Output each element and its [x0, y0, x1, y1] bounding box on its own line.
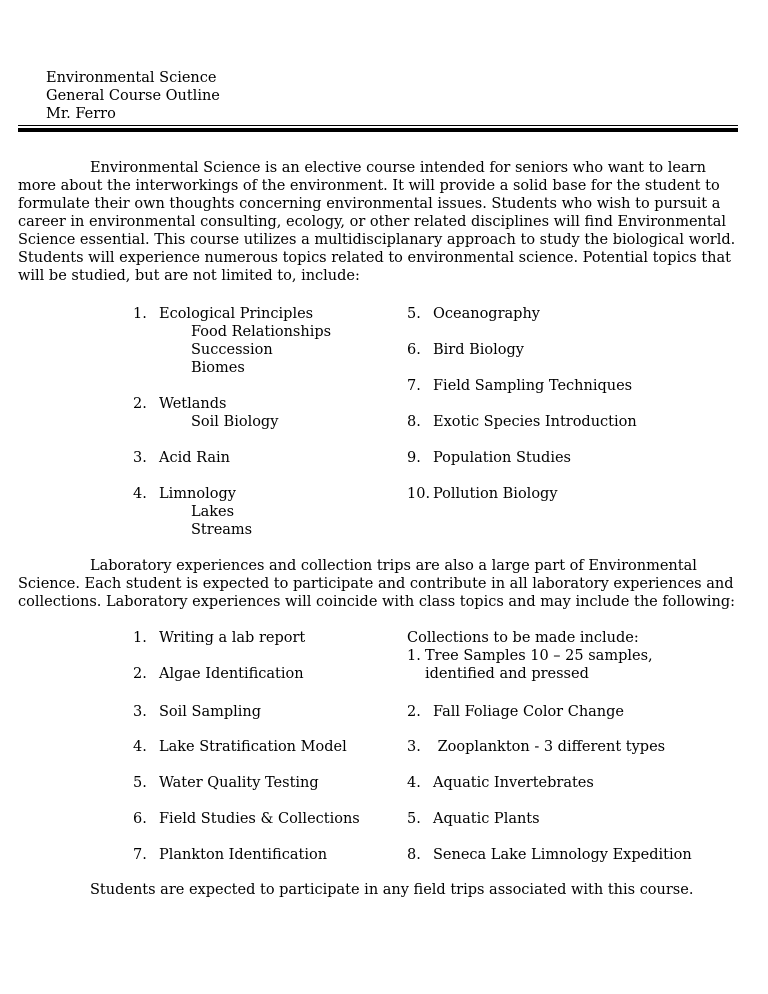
topic-item: [407, 305, 540, 323]
lab-item: [133, 629, 305, 647]
topic-item: [407, 485, 558, 503]
topic-label: Limnology: [159, 486, 236, 502]
collection-number: 2.: [407, 704, 421, 720]
collection-number: 3.: [407, 739, 421, 755]
teacher-name: Mr. Ferro: [46, 106, 116, 122]
topic-number: 8.: [407, 414, 421, 430]
collection-label: Seneca Lake Limnology Expedition: [433, 847, 692, 863]
collection-label: Tree Samples 10 – 25 samples,: [425, 648, 653, 664]
topic-number: 7.: [407, 378, 421, 394]
collection-item: [407, 738, 665, 756]
topic-item: [407, 449, 571, 467]
header-divider-thin: [18, 125, 738, 126]
topic-number: 2.: [133, 396, 147, 412]
collection-item: [407, 846, 692, 864]
lab-label: Soil Sampling: [159, 704, 262, 720]
course-title: Environmental Science: [46, 70, 217, 86]
subtopic-item: Soil Biology: [191, 414, 279, 430]
collection-label: Zooplankton - 3 different types: [433, 739, 666, 755]
subtopic-item: Lakes: [191, 504, 235, 520]
topic-number: 1.: [133, 306, 147, 322]
topic-label: Ecological Principles: [159, 306, 314, 322]
topic-label: Oceanography: [433, 306, 540, 322]
topic-item: [133, 305, 313, 323]
collections-heading: Collections to be made include:: [407, 630, 639, 646]
topic-item: [407, 341, 524, 359]
topic-number: 10.: [407, 486, 431, 502]
collection-item: [407, 703, 624, 721]
lab-label: Water Quality Testing: [159, 775, 319, 791]
topic-item: [133, 449, 230, 467]
lab-number: 4.: [133, 739, 147, 755]
collection-continuation: identified and pressed: [425, 666, 589, 682]
topic-item: [133, 395, 226, 413]
collection-number: 8.: [407, 847, 421, 863]
collection-item: [407, 810, 540, 828]
topic-number: 4.: [133, 486, 147, 502]
collection-label: Aquatic Invertebrates: [433, 775, 594, 791]
topic-number: 9.: [407, 450, 421, 466]
document-header: [46, 69, 220, 123]
topic-label: Acid Rain: [159, 450, 230, 466]
lab-label: Writing a lab report: [159, 630, 306, 646]
collection-number: 1.: [407, 648, 421, 664]
lab-number: 2.: [133, 666, 147, 682]
topic-label: Exotic Species Introduction: [433, 414, 637, 430]
topic-number: 3.: [133, 450, 147, 466]
lab-label: Lake Stratification Model: [159, 739, 347, 755]
collection-number: 5.: [407, 811, 421, 827]
topic-label: Population Studies: [433, 450, 571, 466]
lab-item: [133, 846, 327, 864]
lab-paragraph: Laboratory experiences and collection trips are also a large part of Environmental Science. Each student is expected to participate and contribute in all laboratory experiences and collections. Laboratory experiences will coincide with class topics and may include the following:: [18, 558, 736, 610]
topic-number: 5.: [407, 306, 421, 322]
subtopic-item: Food Relationships: [191, 324, 332, 340]
lab-item: [133, 665, 304, 683]
lab-number: 5.: [133, 775, 147, 791]
header-divider-thick: [18, 128, 738, 132]
lab-item: [133, 810, 360, 828]
subtopic-item: Streams: [191, 522, 253, 538]
lab-number: 1.: [133, 630, 147, 646]
topic-label: Wetlands: [159, 396, 227, 412]
closing-statement: Students are expected to participate in any field trips associated with this course.: [90, 882, 694, 898]
topic-label: Bird Biology: [433, 342, 524, 358]
lab-label: Field Studies & Collections: [159, 811, 360, 827]
lab-number: 6.: [133, 811, 147, 827]
intro-paragraph: Environmental Science is an elective course intended for seniors who want to learn more about the interworkings of the environment. It will provide a solid base for the student to formulate their own thoughts concerning environmental issues. Students who wish to pursuit a career in environmental consulting, ecology, or other related disciplines will find Environmental Science essential. This course utilizes a multidisciplanary approach to study the biological world. Students will experience numerous topics related to environmental science. Potential topics that will be studied, but are not limited to, include:: [18, 160, 736, 284]
collection-number: 4.: [407, 775, 421, 791]
topic-label: Pollution Biology: [433, 486, 558, 502]
topic-item: [407, 413, 637, 431]
subtopic-item: Succession: [191, 342, 273, 358]
outline-title: General Course Outline: [46, 88, 220, 104]
lab-item: [133, 703, 261, 721]
collection-label: Fall Foliage Color Change: [433, 704, 625, 720]
topic-label: Field Sampling Techniques: [433, 378, 633, 394]
lab-number: 3.: [133, 704, 147, 720]
lab-number: 7.: [133, 847, 147, 863]
subtopic-item: Biomes: [191, 360, 245, 376]
lab-item: [133, 738, 347, 756]
topic-item: [407, 377, 632, 395]
collection-item: [407, 774, 594, 792]
topic-item: [133, 485, 236, 503]
lab-item: [133, 774, 319, 792]
topic-number: 6.: [407, 342, 421, 358]
lab-label: Algae Identification: [159, 666, 304, 682]
collection-label: Aquatic Plants: [433, 811, 540, 827]
lab-label: Plankton Identification: [159, 847, 328, 863]
collection-item: [407, 647, 653, 665]
